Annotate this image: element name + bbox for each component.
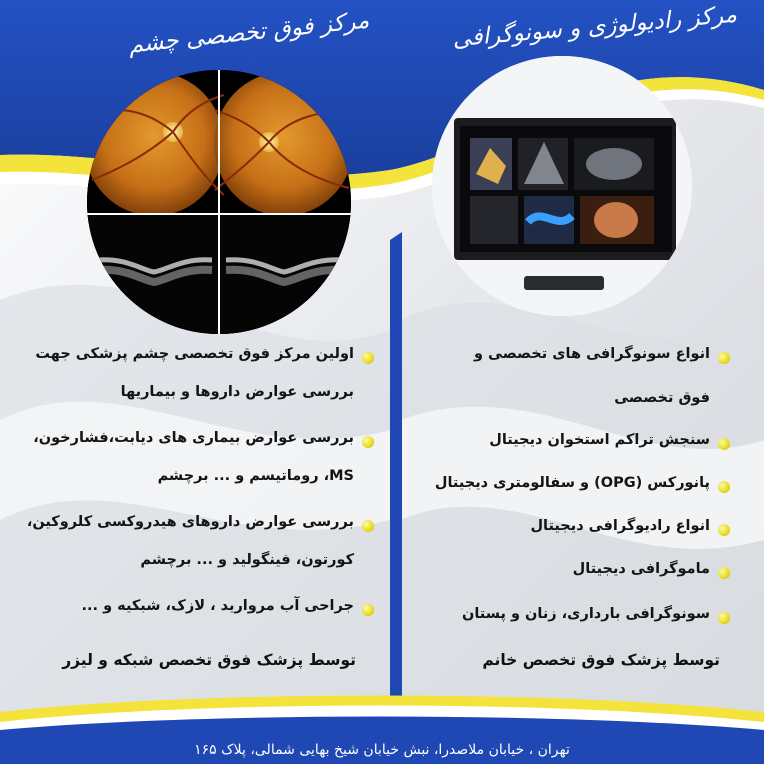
retina-image — [87, 70, 351, 334]
right-panel-title: مرکز رادیولوژی و سونوگرافی — [451, 1, 738, 53]
bullet-dot-icon — [718, 481, 730, 493]
left-bullet-3-line-2: کورتون، فینگولید و ... برچشم — [140, 552, 354, 568]
left-bullet-list — [26, 340, 374, 690]
left-panel-title: مرکز فوق تخصصی چشم — [127, 7, 371, 59]
right-bullet-1-line-2: فوق تخصصی — [614, 390, 710, 406]
right-footer-text: توسط پزشک فوق تخصص خانم — [482, 651, 720, 669]
ultrasound-image — [432, 56, 692, 316]
right-bullet-5-line-1: ماموگرافی دیجیتال — [572, 561, 710, 577]
right-bullet-2-line-1: سنجش تراکم استخوان دیجیتال — [489, 432, 710, 448]
bullet-dot-icon — [718, 352, 730, 364]
address-text: تهران ، خیابان ملاصدرا، نبش خیابان شیخ بهایی شمالی، پلاک ۱۶۵ — [194, 742, 570, 758]
left-bullet-3-line-1: بررسی عوارض داروهای هیدروکسی کلروکین، — [26, 514, 354, 530]
right-bullet-6-line-1: سونوگرافی بارداری، زنان و پستان — [461, 606, 710, 622]
bullet-dot-icon — [362, 352, 374, 364]
bullet-dot-icon — [718, 567, 730, 579]
bullet-dot-icon — [362, 520, 374, 532]
bullet-dot-icon — [718, 612, 730, 624]
right-bullet-1-line-1: انواع سونوگرافی های تخصصی و — [474, 346, 710, 362]
right-bullet-4-line-1: انواع رادیوگرافی دیجیتال — [530, 518, 710, 534]
bullet-dot-icon — [362, 604, 374, 616]
right-bullet-list — [412, 340, 730, 640]
right-bullet-3-line-1: پانورکس (OPG) و سفالومتری دیجیتال — [434, 475, 710, 491]
bullet-dot-icon — [718, 438, 730, 450]
bullet-dot-icon — [362, 436, 374, 448]
left-bullet-2-line-1: بررسی عوارض بیماری های دیابت،فشارخون، — [33, 430, 354, 446]
left-footer-text: توسط پزشک فوق تخصص شبکه و لیزر — [62, 651, 356, 669]
left-bullet-4-line-1: جراحی آب مروارید ، لازک، شبکیه و ... — [81, 598, 354, 614]
left-bullet-2-line-2: MS، روماتیسم و ... برچشم — [157, 468, 354, 484]
bullet-dot-icon — [718, 524, 730, 536]
left-bullet-1-line-2: بررسی عوارض داروها و بیماریها — [120, 384, 354, 400]
left-bullet-1-line-1: اولین مرکز فوق تخصصی چشم پزشکی جهت — [35, 346, 354, 362]
